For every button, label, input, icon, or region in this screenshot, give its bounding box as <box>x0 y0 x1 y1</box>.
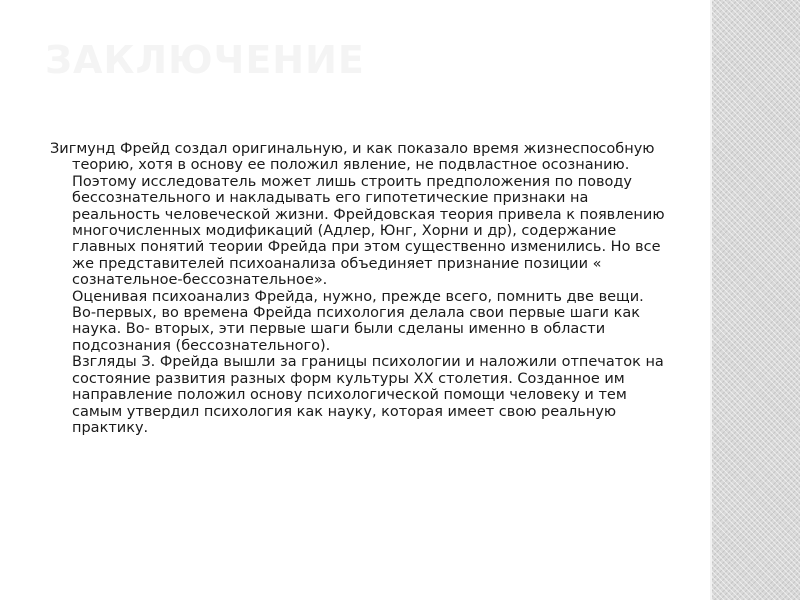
paragraph-3: Взгляды З. Фрейда вышли за границы психологии и наложили отпечаток на состояние развития разных форм культуры XX столетия. Созданное им направление положил основу психологической помощи человеку и тем самым утвердил психология как науку, которая имеет свою реальную практику. <box>72 354 664 436</box>
paragraph-1: Зигмунд Фрейд создал оригинальную, и как показало время жизнеспособную теорию, хотя в основу ее положил явление, не подвластное осознанию. Поэтому исследователь может лишь строить предположения по поводу бессознательного и накладывать его гипотетические признаки на реальность человеческой жизни. Фрейдовская теория привела к появлению многочисленных модификаций (Адлер, Юнг, Хорни и др), содержание главных понятий теории Фрейда при этом существенно изменились. Но все же представителей психоанализа объединяет признание позиции « сознательное-бессознательное». <box>50 141 665 289</box>
decorative-side-stripe <box>712 0 800 600</box>
slide-body <box>50 141 670 436</box>
slide-title: ЗАКЛЮЧЕНИЕ <box>45 38 365 82</box>
paragraph-2: Оценивая психоанализ Фрейда, нужно, прежде всего, помнить две вещи. Во-первых, во времена Фрейда психология делала свои первые шаги как наука. Во- вторых, эти первые шаги были сделаны именно в области подсознания (бессознательного). <box>72 288 644 354</box>
